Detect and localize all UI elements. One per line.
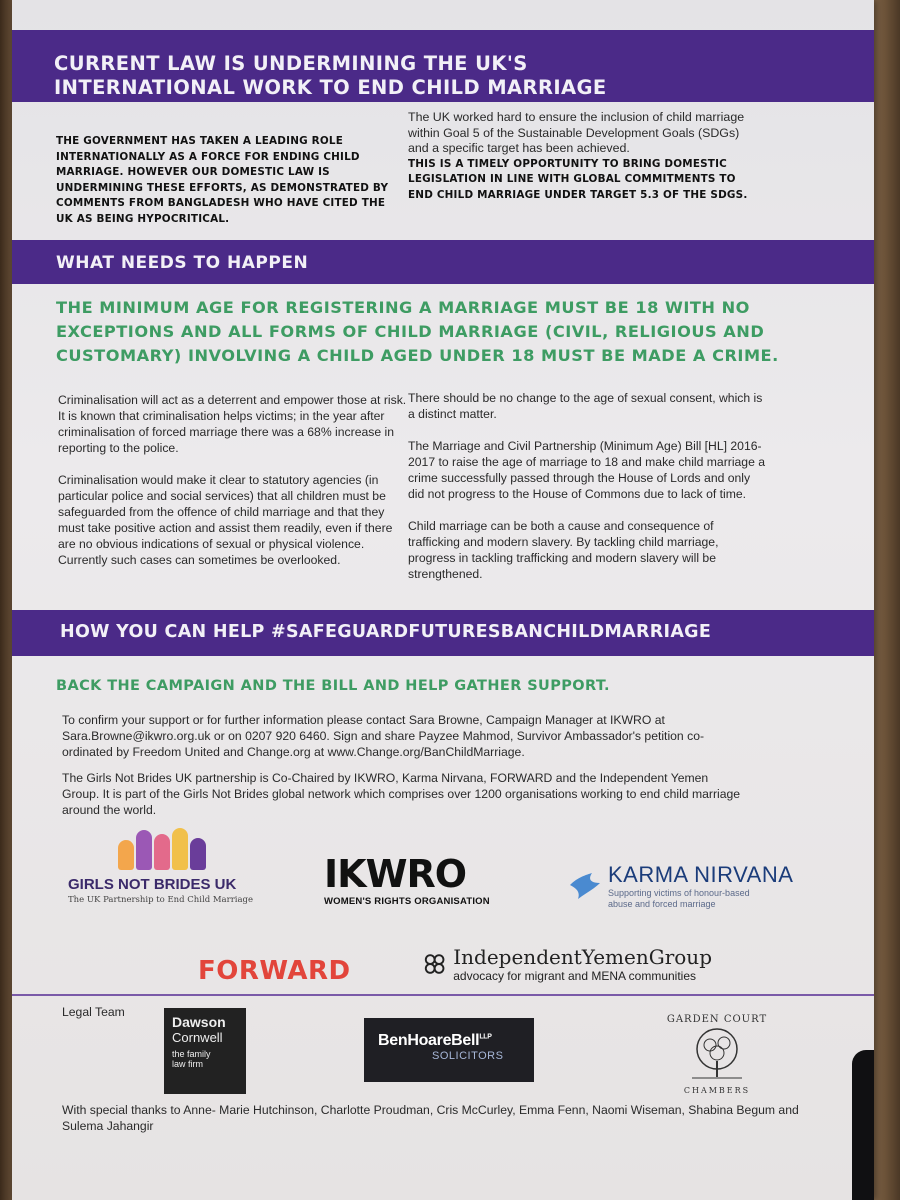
karma-nirvana-logo (568, 862, 808, 910)
section2-left-para-2: Criminalisation would make it clear to statutory agencies (in particular police and social services) that all children must be safeguarded from the offence of child marriage and that they must take positive action and assist them readily, even if there are no obvious indications of sexual or physical violence. Currently such cases can sometimes be overlooked. (58, 473, 393, 567)
section2-right-para-2: The Marriage and Civil Partnership (Minimum Age) Bill [HL] 2016-2017 to raise the age of marriage to 18 and make child marriage a crime successfully passed through the House of Lords and only did not progress to the House of Commons due to lack of time. (408, 439, 766, 501)
dc-line3: the family law firm (172, 1049, 211, 1069)
leaflet-page (12, 0, 874, 1200)
forward-logo (198, 956, 351, 986)
karma-nirvana-subtitle: Supporting victims of honour-based abuse and forced marriage (608, 888, 750, 909)
section2-green-heading: THE MINIMUM AGE FOR REGISTERING A MARRIAGE MUST BE 18 WITH NO EXCEPTIONS AND ALL FORMS OF CHILD MARRIAGE (CIVIL, RELIGIOUS AND CUSTOMARY) INVOLVING A CHILD AGED UNDER 18 MUST BE MADE A CRIME. (56, 298, 779, 365)
forward-title: FORWARD (198, 956, 351, 986)
section1-heading-line2: INTERNATIONAL WORK TO END CHILD MARRIAGE (54, 76, 607, 99)
legal-team-label: Legal Team (62, 1005, 125, 1019)
benhoarebell-logo (364, 1018, 534, 1082)
dc-line1: Dawson (172, 1014, 226, 1030)
section1-left-text: THE GOVERNMENT HAS TAKEN A LEADING ROLE INTERNATIONALLY AS A FORCE FOR ENDING CHILD MARRIAGE. HOWEVER OUR DOMESTIC LAW IS UNDERMINING THESE EFFORTS, AS DEMONSTRATED BY COMMENTS FROM BANGLADESH WHO HAVE CITED THE UK AS BEING HYPOCRITICAL. (56, 135, 389, 225)
special-thanks-text: With special thanks to Anne- Marie Hutchinson, Charlotte Proudman, Cris McCurley, Emma Fenn, Naomi Wiseman, Shabina Begum and Sulema Jahangir (62, 1103, 799, 1133)
section3-partnership-text: The Girls Not Brides UK partnership is Co-Chaired by IKWRO, Karma Nirvana, FORWARD and the Independent Yemen Group. It is part of the Girls Not Brides global network which comprises over 1200 organisations working to end child marriage around the world. (62, 771, 741, 817)
section2-left-para-1: Criminalisation will act as a deterrent and empower those at risk. It is known that criminalisation helps victims; in the year after criminalisation of forced marriage there was a 68% increase in reporting to the police. (58, 393, 407, 455)
section2-left-column (58, 392, 408, 584)
iyg-title: IndependentYemenGroup (453, 945, 712, 969)
dove-icon (568, 869, 602, 903)
section1-heading-band (12, 30, 874, 102)
dc-line2: Cornwell (172, 1030, 223, 1045)
ikwro-title: IKWRO (324, 852, 467, 896)
section1-right-bold: THIS IS A TIMELY OPPORTUNITY TO BRING DOMESTIC LEGISLATION IN LINE WITH GLOBAL COMMITMENTS TO END CHILD MARRIAGE UNDER TARGET 5.3 OF THE SDGS. (408, 157, 748, 201)
section3-green-heading: BACK THE CAMPAIGN AND THE BILL AND HELP GATHER SUPPORT. (56, 678, 610, 694)
section1-right-text: The UK worked hard to ensure the inclusion of child marriage within Goal 5 of the Sustainable Development Goals (SDGs) and a specific target has been achieved. (408, 110, 745, 155)
bhb-subtitle: SOLICITORS (432, 1050, 504, 1062)
section2-heading: WHAT NEEDS TO HAPPEN (56, 253, 309, 273)
shadow-corner (852, 1050, 874, 1200)
section3-heading-band (12, 610, 874, 656)
garden-court-logo (662, 1014, 772, 1095)
section2-right-para-3: Child marriage can be both a cause and consequence of trafficking and modern slavery. By tackling child marriage, progress in tackling trafficking and modern slavery will be strengthened. (408, 519, 719, 581)
section1-heading-line1: CURRENT LAW IS UNDERMINING THE UK'S (54, 52, 528, 75)
legal-divider (12, 994, 874, 996)
independent-yemen-group-logo (422, 944, 712, 984)
section1-right-column (408, 110, 758, 203)
ikwro-subtitle: WOMEN'S RIGHTS ORGANISATION (324, 896, 490, 907)
dawson-cornwell-logo (164, 1008, 246, 1094)
figures-icon (118, 826, 268, 870)
gc-title: GARDEN COURT (666, 1014, 768, 1025)
ikwro-logo (324, 852, 490, 907)
gc-foot: CHAMBERS (683, 1086, 751, 1095)
section3-contact-text: To confirm your support or for further information please contact Sara Browne, Campaign Manager at IKWRO at Sara.Browne@ikwro.org.uk or on 0207 920 6460. Sign and share Payzee Mahmod, Survivor Ambassador's petition co-ordinated by Freedom United and Change.org at www.Change.org/BanChildMarriage. (62, 713, 705, 759)
bhb-llp: LLP (479, 1033, 492, 1041)
section2-right-column (408, 390, 768, 598)
gnb-subtitle: The UK Partnership to End Child Marriage (68, 895, 254, 905)
girls-not-brides-logo (68, 826, 268, 905)
section2-right-para-1: There should be no change to the age of sexual consent, which is a distinct matter. (408, 391, 763, 421)
bhb-title: BenHoareBell (378, 1032, 480, 1049)
knot-icon (422, 944, 447, 984)
tree-icon (662, 1025, 772, 1081)
karma-nirvana-title: KARMA NIRVANA (608, 862, 794, 887)
iyg-subtitle: advocacy for migrant and MENA communities (453, 969, 697, 983)
gnb-title: GIRLS NOT BRIDES UK (68, 876, 237, 893)
section2-heading-band (12, 240, 874, 284)
section3-heading: HOW YOU CAN HELP #SAFEGUARDFUTURESBANCHILDMARRIAGE (60, 622, 712, 642)
